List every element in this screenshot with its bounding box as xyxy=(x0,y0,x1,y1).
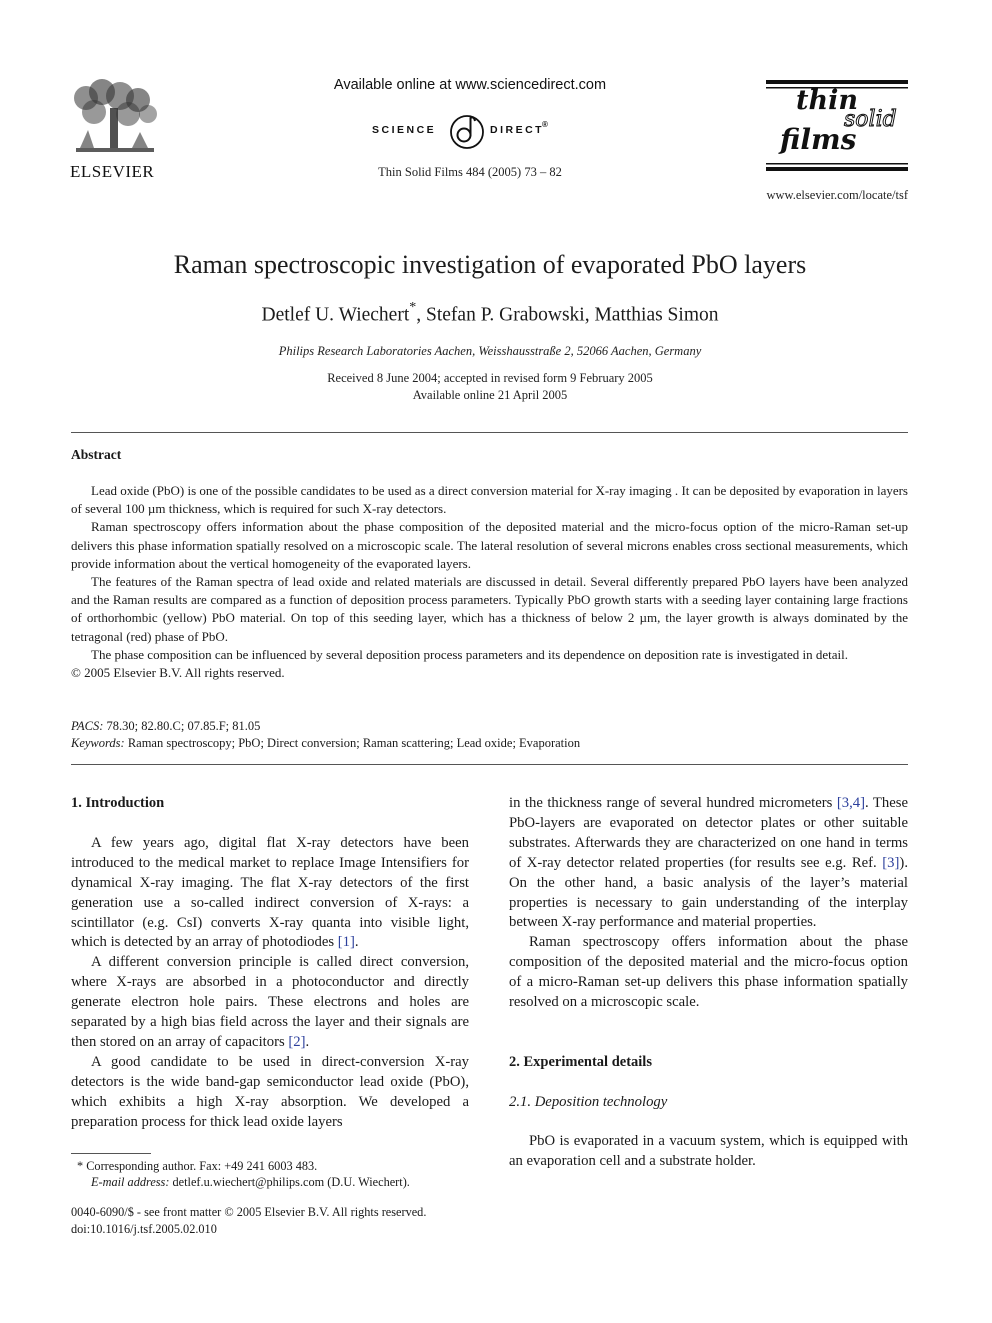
body-paragraph: Raman spectroscopy offers information about the phase composition of the deposited material and the micro-focus option of a micro-Raman set-up delivers this phase information spatially resolved on a microscopic scale. xyxy=(509,934,908,1011)
footnote xyxy=(71,1158,471,1190)
body-paragraph: A different conversion principle is called direct conversion, where X-rays are absorbed in a photoconductor and directly generate electron hole pairs. These electrons and holes are separated by a high bias field across the layer and their signals are then stored on an array of capacitors [2]. xyxy=(71,954,469,1050)
author-primary[interactable]: Detlef U. Wiechert xyxy=(261,304,410,326)
left-column xyxy=(71,794,469,1133)
journal-logo-thin: thin xyxy=(796,85,858,116)
issn-line: 0040-6090/$ - see front matter © 2005 Elsevier B.V. All rights reserved. xyxy=(71,1205,427,1219)
journal-reference: Thin Solid Films 484 (2005) 73 – 82 xyxy=(378,165,562,179)
corresponding-author-mark[interactable]: * xyxy=(409,300,417,315)
right-column xyxy=(509,794,908,1172)
abstract-copyright: © 2005 Elsevier B.V. All rights reserved. xyxy=(71,665,285,681)
citation-link[interactable]: [3,4] xyxy=(836,795,866,811)
received-dates: Received 8 June 2004; accepted in revised form 9 February 2005 xyxy=(327,371,653,385)
sd-right-word: DIRECT xyxy=(490,124,545,136)
keywords xyxy=(71,736,908,751)
footnote-divider xyxy=(71,1153,151,1154)
sciencedirect-d-icon xyxy=(448,112,486,152)
keywords-value: Raman spectroscopy; PbO; Direct conversion; Raman scattering; Lead oxide; Evaporation xyxy=(124,736,581,750)
doi-line[interactable]: doi:10.1016/j.tsf.2005.02.010 xyxy=(71,1222,217,1236)
section-heading-introduction: 1. Introduction xyxy=(71,795,165,811)
elsevier-tree-icon xyxy=(66,78,162,158)
abstract-heading: Abstract xyxy=(71,447,122,462)
pacs-codes xyxy=(71,719,908,734)
abstract-paragraph: The phase composition can be influenced by several deposition process parameters and its dependence on deposition rate is investigated in detail. xyxy=(91,646,849,662)
journal-logo-films: films xyxy=(780,123,857,156)
abstract-body xyxy=(71,482,908,682)
citation-link[interactable]: [3] xyxy=(882,854,900,871)
available-online-banner[interactable]: Available online at www.sciencedirect.com xyxy=(333,77,607,93)
author-list xyxy=(60,302,920,327)
journal-logo-solid: solid xyxy=(844,107,897,132)
section-heading-experimental: 2. Experimental details xyxy=(509,1053,652,1070)
body-paragraph: A good candidate to be used in direct-conversion X-ray detectors is the wide band-gap semiconductor lead oxide (PbO), which exhibits a high X-ray absorption. We developed a preparation process for thick lead oxide layers xyxy=(71,1053,469,1130)
online-date: Available online 21 April 2005 xyxy=(412,388,568,402)
email-note xyxy=(71,1174,471,1190)
journal-url-link[interactable]: www.elsevier.com/locate/tsf xyxy=(766,188,908,202)
corresponding-author-note: * Corresponding author. Fax: +49 241 6003 483. xyxy=(77,1159,318,1173)
body-paragraph: A few years ago, digital flat X-ray detectors have been introduced to the medical market to replace Image Intensifiers for dynamical X-ray imaging. The flat X-ray detectors of the first generation use a so-called indirect conversion of X-rays: a scintillator (e.g. CsI) converts X-ray quanta into visible light, which is detected by an array of photodiodes [1]. xyxy=(71,834,469,951)
author-others: , Stefan P. Grabowski, Matthias Simon xyxy=(416,304,719,326)
sd-left-word: SCIENCE xyxy=(372,124,437,136)
citation-link[interactable]: [2] xyxy=(288,1033,306,1050)
abstract-paragraph: The features of the Raman spectra of lead oxide and related materials are discussed in detail. Several differently prepared PbO layers have been analyzed and the Raman results are compared as a function of deposition process parameters. Typically PbO growth starts with a seeding layer containing large fractions of orthorhombic (yellow) PbO material. On top of this seeding layer, which has a thickness of below 2 µm, the layer growth is always dominated by the tetragonal (red) phase of PbO. xyxy=(71,574,908,644)
keywords-label: Keywords: xyxy=(71,736,125,750)
elsevier-logo xyxy=(66,78,166,182)
body-paragraph: in the thickness range of several hundred micrometers [3,4]. These PbO-layers are evaporated on detector plates or other suitable substrates. Afterwards they are characterized on one hand in terms of X-ray detector related properties (for results see e.g. Ref. [3]). On the other hand, a basic analysis of the layer’s material properties is necessary to gain understanding of the interplay between X-ray performance and material properties. xyxy=(509,795,908,931)
pacs-label: PACS: xyxy=(71,719,104,733)
divider-top xyxy=(71,432,908,433)
pacs-value: 78.30; 82.80.C; 07.85.F; 81.05 xyxy=(103,719,261,733)
registered-mark: ® xyxy=(542,120,548,129)
sciencedirect-logo xyxy=(360,112,580,152)
thin-solid-films-logo xyxy=(766,80,908,172)
publisher-name: ELSEVIER xyxy=(70,162,155,181)
email-address[interactable]: detlef.u.wiechert@philips.com (D.U. Wiechert). xyxy=(169,1175,410,1189)
abstract-paragraph: Raman spectroscopy offers information about the phase composition of the deposited material and the micro-focus option of the micro-Raman set-up delivers this phase information spatially resolved on a microscopic scale. The lateral resolution of several microns enables cross sectional measurements, which provide information about the vertical homogeneity of the evaporated layers. xyxy=(71,519,908,571)
page-footer xyxy=(71,1204,491,1238)
divider-bottom xyxy=(71,764,908,765)
article-title: Raman spectroscopic investigation of evaporated PbO layers xyxy=(173,250,807,279)
subsection-heading-deposition: 2.1. Deposition technology xyxy=(509,1093,668,1110)
affiliation: Philips Research Laboratories Aachen, Weisshausstraße 2, 52066 Aachen, Germany xyxy=(278,344,702,358)
body-paragraph: PbO is evaporated in a vacuum system, which is equipped with an evaporation cell and a substrate holder. xyxy=(509,1132,908,1169)
email-label: E-mail address: xyxy=(91,1175,170,1189)
abstract-paragraph: Lead oxide (PbO) is one of the possible candidates to be used as a direct conversion material for X-ray imaging . It can be deposited by evaporation in layers of several 100 µm thickness, which is required for such X-ray detectors. xyxy=(71,483,908,517)
citation-link[interactable]: [1] xyxy=(337,934,355,951)
